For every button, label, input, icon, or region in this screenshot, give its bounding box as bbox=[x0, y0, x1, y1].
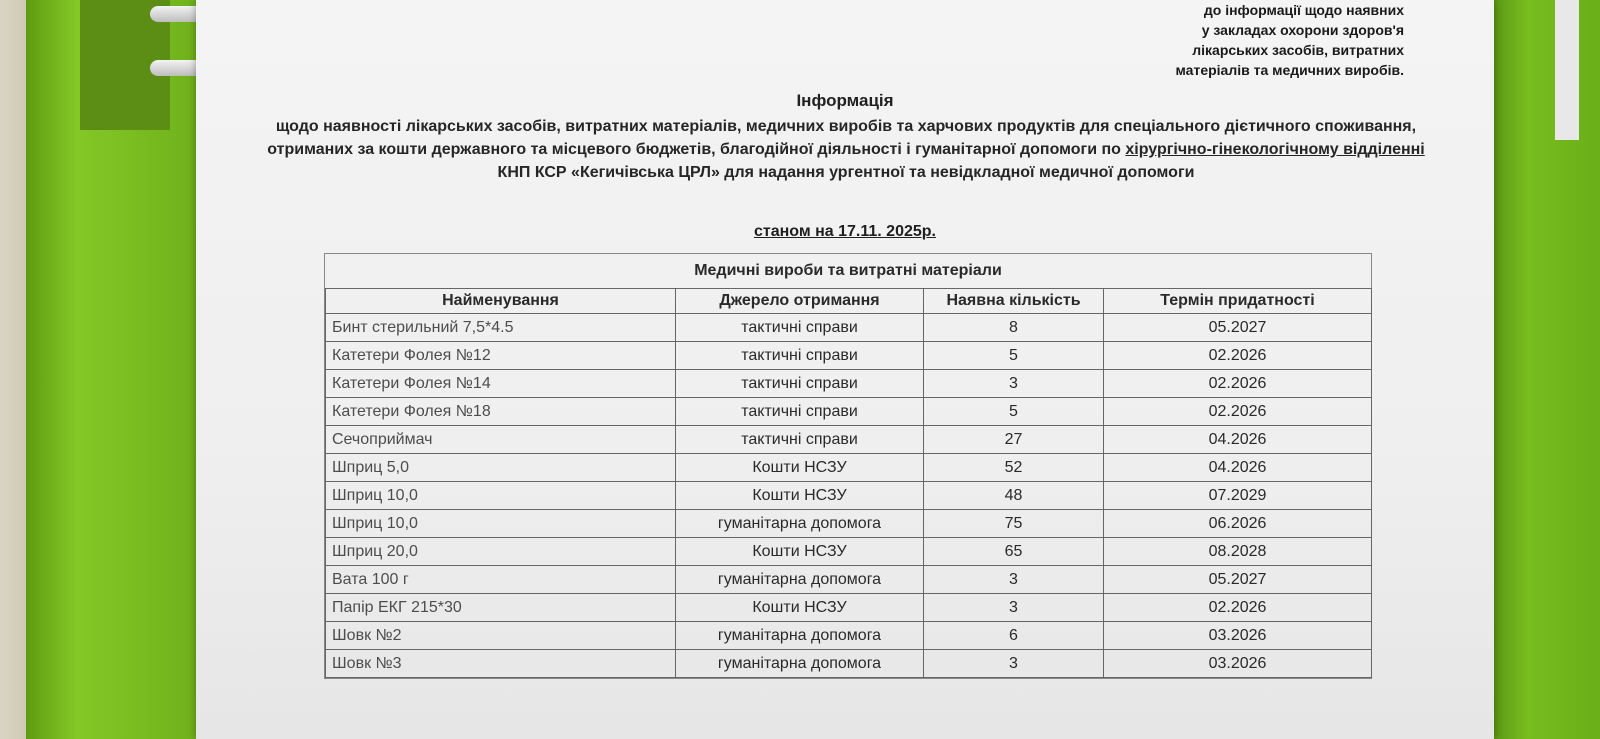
intro-text-end: КНП КСР «Кегичівська ЦРЛ» для надання ургентної та невідкладної медичної допомоги bbox=[497, 164, 1195, 181]
frame-right-bar bbox=[1555, 0, 1579, 140]
corner-note-line: у закладах охорони здоров'я bbox=[1201, 22, 1404, 38]
table-row bbox=[326, 454, 1372, 482]
cell-qty: 6 bbox=[924, 622, 1104, 650]
corner-note-line: матеріалів та медичних виробів. bbox=[1175, 62, 1404, 78]
corner-note bbox=[1176, 0, 1405, 80]
cell-expiry: 06.2026 bbox=[1104, 510, 1372, 538]
table-row bbox=[326, 426, 1372, 454]
cell-source: Кошти НСЗУ bbox=[676, 482, 924, 510]
cell-expiry: 02.2026 bbox=[1104, 342, 1372, 370]
header-name: Найменування bbox=[326, 289, 676, 314]
header-source: Джерело отримання bbox=[676, 289, 924, 314]
cell-name: Вата 100 г bbox=[326, 566, 676, 594]
cell-source: гуманітарна допомога bbox=[676, 566, 924, 594]
cell-qty: 65 bbox=[924, 538, 1104, 566]
cell-expiry: 02.2026 bbox=[1104, 370, 1372, 398]
cell-qty: 3 bbox=[924, 650, 1104, 678]
cell-qty: 3 bbox=[924, 370, 1104, 398]
cell-name: Катетери Фолея №18 bbox=[326, 398, 676, 426]
cell-qty: 3 bbox=[924, 566, 1104, 594]
cell-expiry: 03.2026 bbox=[1104, 650, 1372, 678]
table-row bbox=[326, 370, 1372, 398]
cell-name: Катетери Фолея №12 bbox=[326, 342, 676, 370]
cell-source: тактичні справи bbox=[676, 398, 924, 426]
table-header-row bbox=[326, 289, 1372, 314]
corner-note-line: лікарських засобів, витратних bbox=[1192, 42, 1404, 58]
cell-source: тактичні справи bbox=[676, 426, 924, 454]
table-row bbox=[326, 482, 1372, 510]
cell-source: гуманітарна допомога bbox=[676, 510, 924, 538]
cell-expiry: 03.2026 bbox=[1104, 622, 1372, 650]
cell-name: Шовк №3 bbox=[326, 650, 676, 678]
cell-expiry: 07.2029 bbox=[1104, 482, 1372, 510]
cell-source: Кошти НСЗУ bbox=[676, 538, 924, 566]
cell-source: Кошти НСЗУ bbox=[676, 594, 924, 622]
cell-name: Бинт стерильний 7,5*4.5 bbox=[326, 314, 676, 342]
cell-name: Папір ЕКГ 215*30 bbox=[326, 594, 676, 622]
cell-source: тактичні справи bbox=[676, 314, 924, 342]
cell-expiry: 02.2026 bbox=[1104, 398, 1372, 426]
cell-source: гуманітарна допомога bbox=[676, 650, 924, 678]
cell-expiry: 04.2026 bbox=[1104, 454, 1372, 482]
cell-qty: 52 bbox=[924, 454, 1104, 482]
header-qty: Наявна кількість bbox=[924, 289, 1104, 314]
cell-name: Шприц 10,0 bbox=[326, 510, 676, 538]
cell-qty: 5 bbox=[924, 398, 1104, 426]
cell-expiry: 08.2028 bbox=[1104, 538, 1372, 566]
cell-name: Катетери Фолея №14 bbox=[326, 370, 676, 398]
cell-source: Кошти НСЗУ bbox=[676, 454, 924, 482]
cell-expiry: 02.2026 bbox=[1104, 594, 1372, 622]
cell-qty: 48 bbox=[924, 482, 1104, 510]
document-sheet bbox=[196, 0, 1494, 739]
cell-expiry: 05.2027 bbox=[1104, 314, 1372, 342]
table-caption: Медичні вироби та витратні матеріали bbox=[694, 262, 1002, 279]
table-row bbox=[326, 566, 1372, 594]
table-row bbox=[326, 594, 1372, 622]
document-title: Інформація bbox=[796, 91, 894, 110]
cell-qty: 5 bbox=[924, 342, 1104, 370]
cell-name: Сечоприймач bbox=[326, 426, 676, 454]
intro-department: хірургічно-гінекологічному відділенні bbox=[1125, 141, 1425, 158]
cell-source: тактичні справи bbox=[676, 342, 924, 370]
cell-qty: 75 bbox=[924, 510, 1104, 538]
table-row bbox=[326, 342, 1372, 370]
cell-qty: 27 bbox=[924, 426, 1104, 454]
cell-name: Шприц 20,0 bbox=[326, 538, 676, 566]
intro-text: щодо наявності лікарських засобів, витратних матеріалів, медичних виробів та харчових продуктів для спеціального дієтичного споживання, отриманих за кошти державного та місцевого бюджетів, благодійної діяльності і гуманітарної допомоги по bbox=[267, 118, 1417, 158]
table-row bbox=[326, 538, 1372, 566]
cell-qty: 8 bbox=[924, 314, 1104, 342]
table-row bbox=[326, 650, 1372, 678]
table-row bbox=[326, 398, 1372, 426]
materials-table-block bbox=[324, 253, 1372, 679]
cell-name: Шовк №2 bbox=[326, 622, 676, 650]
table-row bbox=[326, 510, 1372, 538]
cell-expiry: 04.2026 bbox=[1104, 426, 1372, 454]
materials-table bbox=[325, 288, 1372, 678]
cell-qty: 3 bbox=[924, 594, 1104, 622]
green-frame-right bbox=[1480, 0, 1600, 739]
header-expiry: Термін придатності bbox=[1104, 289, 1372, 314]
cell-name: Шприц 5,0 bbox=[326, 454, 676, 482]
cell-expiry: 05.2027 bbox=[1104, 566, 1372, 594]
cell-source: гуманітарна допомога bbox=[676, 622, 924, 650]
document-date: станом на 17.11. 2025р. bbox=[753, 223, 936, 240]
table-row bbox=[326, 622, 1372, 650]
cell-source: тактичні справи bbox=[676, 370, 924, 398]
corner-note-line: до інформації щодо наявних bbox=[1203, 2, 1404, 18]
table-row bbox=[326, 314, 1372, 342]
document-intro bbox=[256, 115, 1436, 184]
cell-name: Шприц 10,0 bbox=[326, 482, 676, 510]
